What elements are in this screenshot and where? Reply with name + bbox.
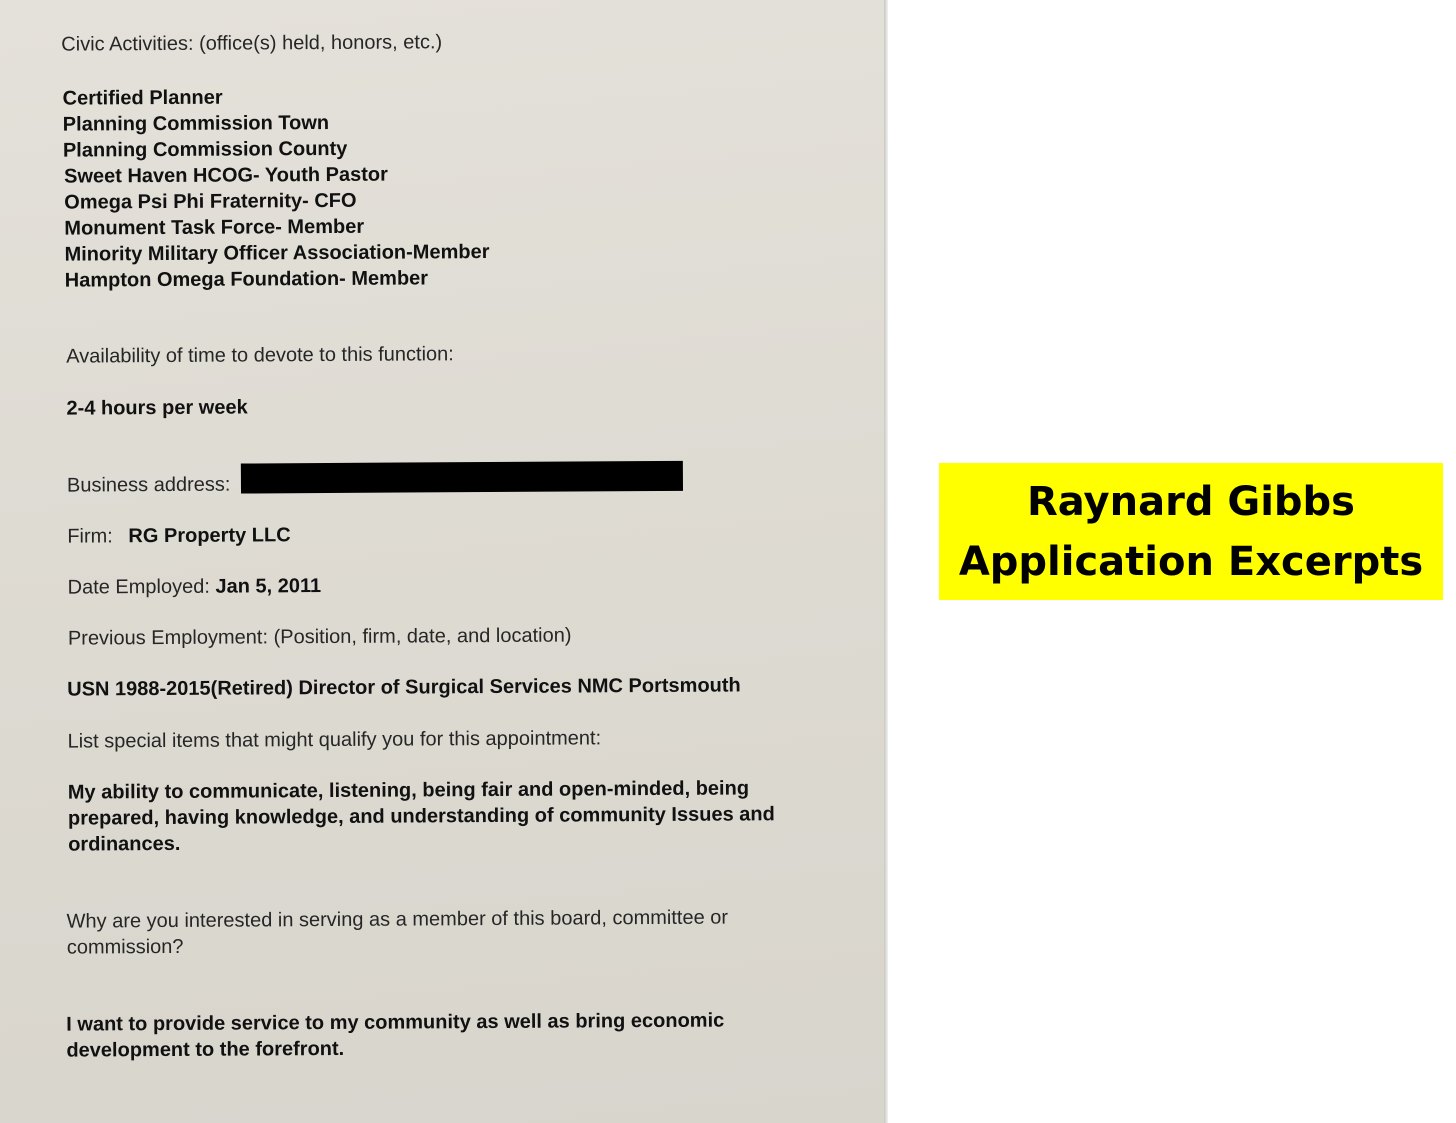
civic-item: Omega Psi Phi Fraternity- CFO [64, 189, 357, 214]
firm-value: RG Property LLC [128, 524, 291, 548]
civic-item: Sweet Haven HCOG- Youth Pastor [64, 163, 388, 188]
title-line-subtitle: Application Excerpts [958, 538, 1424, 585]
availability-value: 2-4 hours per week [66, 396, 248, 420]
question-line: commission? [66, 935, 184, 959]
question-line: Why are you interested in serving as a member of this board, committee or [66, 906, 729, 933]
title-box [939, 463, 1443, 600]
civic-activities-label: Civic Activities: (office(s) held, honors, etc.) [61, 31, 443, 56]
answer-line: prepared, having knowledge, and understanding of community Issues and [67, 803, 775, 830]
previous-employment-value: USN 1988-2015(Retired) Director of Surgical Services NMC Portsmouth [67, 674, 741, 701]
civic-item: Certified Planner [62, 86, 223, 110]
civic-item: Hampton Omega Foundation- Member [64, 267, 429, 292]
firm-label: Firm: [67, 525, 113, 548]
firm-row [67, 522, 291, 549]
date-employed-label: Date Employed: [67, 575, 210, 599]
civic-item: Planning Commission Town [62, 111, 330, 136]
answer-line: My ability to communicate, listening, being fair and open-minded, being [67, 777, 750, 804]
date-employed-row [68, 573, 322, 601]
redaction-bar [241, 461, 683, 494]
date-employed-value: Jan 5, 2011 [215, 575, 322, 598]
civic-item: Monument Task Force- Member [64, 215, 365, 240]
answer-line: development to the forefront. [66, 1037, 345, 1062]
title-line-name: Raynard Gibbs [1026, 478, 1355, 525]
answer-line: ordinances. [68, 832, 181, 856]
availability-label: Availability of time to devote to this function: [66, 343, 454, 368]
business-address-label: Business address: [66, 473, 231, 497]
previous-employment-label: Previous Employment: (Position, firm, date, and location) [67, 624, 572, 650]
paper-edge [884, 0, 888, 1123]
civic-item: Minority Military Officer Association-Member [64, 241, 490, 266]
special-items-label: List special items that might qualify you for this appointment: [67, 727, 602, 753]
civic-item: Planning Commission County [62, 137, 348, 162]
answer-line: I want to provide service to my community as well as bring economic [66, 1009, 725, 1036]
